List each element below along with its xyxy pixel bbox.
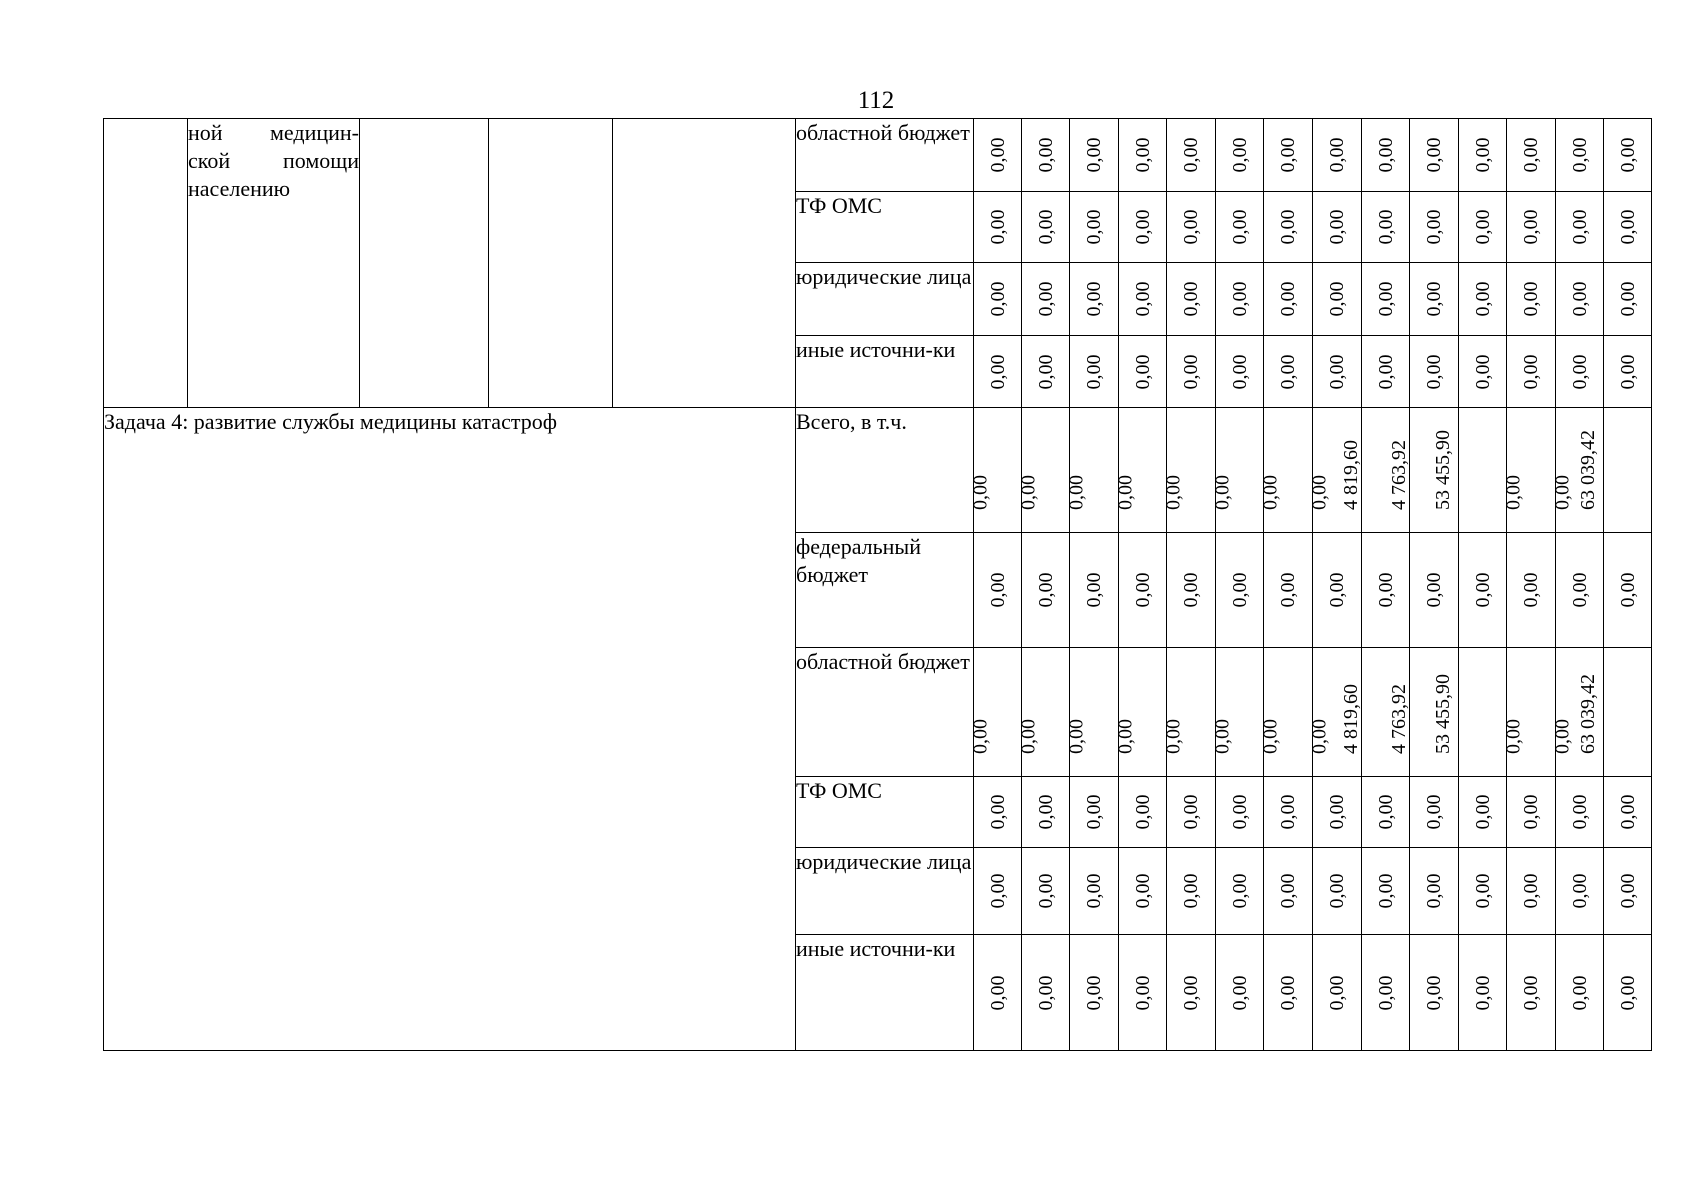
value-cell — [1556, 192, 1604, 263]
value-text: 0,00 — [1277, 137, 1299, 173]
value-cell — [1604, 777, 1652, 848]
value-text: 0,00 — [1259, 719, 1282, 754]
value-cell — [1410, 935, 1459, 1051]
value-text: 0,00 — [1065, 719, 1088, 754]
value-text: 0,00 — [1423, 209, 1445, 245]
value-text: 0,00 — [1114, 475, 1136, 510]
value-cell — [1410, 192, 1459, 263]
value-cell — [1313, 533, 1362, 648]
value-text: 0,00 — [1568, 209, 1591, 245]
value-cell — [1216, 533, 1264, 648]
value-text: 0,00 — [986, 794, 1009, 830]
value-cell — [1216, 263, 1264, 336]
value-text: 0,00 — [1228, 137, 1251, 173]
value-cell — [1022, 935, 1070, 1051]
funding-source-cell: иные источни-ки — [796, 935, 974, 1051]
value-text: 0,00 — [1131, 209, 1154, 245]
value-cell — [974, 192, 1022, 263]
value-text: 53 455,90 — [1431, 430, 1454, 510]
value-cell — [969, 648, 1022, 777]
value-text: 0,00 — [1065, 475, 1088, 510]
value-cell — [1216, 777, 1264, 848]
value-cell — [1459, 263, 1507, 336]
value-cell — [1410, 263, 1459, 336]
value-text: 0,00 — [1211, 475, 1233, 510]
value-text: 4 819,60 — [1339, 684, 1362, 754]
value-text: 0,00 — [1308, 475, 1331, 510]
value-cell — [1119, 263, 1167, 336]
value-text: 0,00 — [1520, 794, 1542, 830]
value-cell — [1022, 533, 1070, 648]
value-text: 0,00 — [1180, 209, 1202, 245]
value-cell — [1313, 848, 1362, 935]
value-cell — [1264, 336, 1313, 408]
value-text: 0,00 — [1568, 137, 1591, 173]
value-cell — [1119, 336, 1167, 408]
value-text: 0,00 — [1423, 873, 1445, 909]
value-cell — [1216, 848, 1264, 935]
value-cell — [1604, 263, 1652, 336]
value-text: 0,00 — [1616, 794, 1639, 830]
value-text: 0,00 — [1180, 281, 1202, 317]
value-text: 0,00 — [1259, 475, 1282, 510]
funding-source-cell: юридические лица — [796, 848, 974, 935]
value-text: 0,00 — [986, 209, 1009, 245]
value-text: 0,00 — [1308, 719, 1331, 754]
value-cell — [1264, 192, 1313, 263]
value-cell — [1264, 935, 1313, 1051]
value-cell — [1362, 848, 1410, 935]
value-text: 0,00 — [1131, 281, 1154, 317]
value-cell — [1459, 848, 1507, 935]
value-text: 0,00 — [1180, 873, 1202, 909]
value-text: 4 819,60 — [1339, 440, 1362, 510]
value-cell — [974, 119, 1022, 192]
value-cell — [1410, 777, 1459, 848]
value-text: 0,00 — [969, 475, 991, 510]
funding-source-cell: Всего, в т.ч. — [796, 408, 974, 533]
task-title-cell: Задача 4: развитие службы медицины катастроф — [104, 408, 796, 1051]
value-text: 0,00 — [1277, 572, 1299, 608]
value-text: 0,00 — [1568, 794, 1591, 830]
value-cell — [1459, 935, 1507, 1051]
value-text: 0,00 — [1131, 975, 1154, 1010]
value-text: 0,00 — [1083, 572, 1105, 608]
value-cell — [1022, 263, 1070, 336]
value-text: 0,00 — [1568, 354, 1591, 389]
value-cell — [1604, 192, 1652, 263]
value-cell — [1065, 408, 1119, 533]
value-text: 4 763,92 — [1388, 684, 1410, 754]
value-cell — [1167, 777, 1216, 848]
value-cell — [1119, 192, 1167, 263]
value-cell — [1556, 336, 1604, 408]
empty-number-cell — [104, 119, 188, 408]
value-text: 0,00 — [1180, 975, 1202, 1010]
value-cell — [1576, 648, 1652, 777]
value-cell — [1114, 648, 1167, 777]
value-cell — [1507, 533, 1556, 648]
value-text: 53 455,90 — [1431, 674, 1454, 754]
value-text: 0,00 — [1423, 354, 1445, 389]
value-cell — [1070, 192, 1119, 263]
value-text: 0,00 — [1471, 873, 1494, 909]
value-cell — [1459, 119, 1507, 192]
value-text: 0,00 — [1211, 719, 1233, 754]
value-cell — [1264, 777, 1313, 848]
value-cell — [974, 263, 1022, 336]
value-cell — [1017, 648, 1070, 777]
value-cell — [974, 935, 1022, 1051]
value-text: 0,00 — [1520, 975, 1542, 1010]
value-text: 0,00 — [969, 719, 991, 754]
budget-table-container — [103, 118, 1652, 1051]
table-row — [104, 119, 1652, 192]
value-text: 0,00 — [1423, 281, 1445, 317]
value-cell — [1022, 192, 1070, 263]
value-cell — [1114, 408, 1167, 533]
value-text: 0,00 — [986, 975, 1009, 1010]
value-cell — [974, 848, 1022, 935]
funding-source-cell: областной бюджет — [796, 648, 974, 777]
value-text: 0,00 — [1180, 354, 1202, 389]
value-cell — [1216, 192, 1264, 263]
value-text: 0,00 — [1471, 975, 1494, 1010]
value-text: 0,00 — [1180, 137, 1202, 173]
value-cell — [1119, 848, 1167, 935]
value-cell — [1022, 848, 1070, 935]
value-text: 0,00 — [1326, 209, 1348, 245]
value-text: 0,00 — [1228, 975, 1251, 1010]
value-text: 0,00 — [1131, 354, 1154, 389]
value-cell — [1264, 848, 1313, 935]
value-text: 0,00 — [1326, 281, 1348, 317]
value-text: 0,00 — [986, 281, 1009, 317]
value-text: 0,00 — [1326, 975, 1348, 1010]
value-cell — [1604, 533, 1652, 648]
value-text: 0,00 — [1083, 794, 1105, 830]
value-text: 0,00 — [1034, 137, 1057, 173]
value-cell — [1022, 336, 1070, 408]
value-text: 0,00 — [1326, 873, 1348, 909]
value-cell — [1264, 533, 1313, 648]
value-cell — [1362, 119, 1410, 192]
value-text: 0,00 — [1374, 794, 1397, 830]
item-name-cell: ной медицин-ской помощи населению — [188, 119, 360, 408]
value-text: 0,00 — [1616, 137, 1639, 173]
value-cell — [1459, 533, 1507, 648]
value-text: 0,00 — [986, 873, 1009, 909]
value-text: 0,00 — [1162, 719, 1185, 754]
value-text: 0,00 — [1471, 281, 1494, 317]
value-cell — [1604, 935, 1652, 1051]
value-cell — [974, 777, 1022, 848]
value-text: 0,00 — [1034, 572, 1057, 608]
value-text: 0,00 — [1131, 873, 1154, 909]
value-cell — [1604, 336, 1652, 408]
value-text: 0,00 — [986, 354, 1009, 389]
empty-cell — [489, 119, 613, 408]
empty-cell — [613, 119, 796, 408]
funding-source-cell: иные источни-ки — [796, 336, 974, 408]
value-cell — [1313, 336, 1362, 408]
value-cell — [1070, 336, 1119, 408]
value-text: 0,00 — [1017, 475, 1039, 510]
value-cell — [1362, 336, 1410, 408]
value-text: 0,00 — [1034, 281, 1057, 317]
value-text: 0,00 — [1034, 354, 1057, 389]
value-text: 0,00 — [1277, 281, 1299, 317]
value-cell — [974, 336, 1022, 408]
value-text: 0,00 — [1131, 137, 1154, 173]
value-text: 0,00 — [986, 137, 1009, 173]
value-text: 63 039,42 — [1576, 674, 1599, 754]
value-cell — [969, 408, 1022, 533]
value-cell — [1507, 336, 1556, 408]
value-cell — [1119, 119, 1167, 192]
funding-source-cell: областной бюджет — [796, 119, 974, 192]
value-text: 63 039,42 — [1576, 430, 1599, 510]
value-cell — [1119, 777, 1167, 848]
value-cell — [1459, 336, 1507, 408]
value-text: 0,00 — [1568, 572, 1591, 608]
value-text: 0,00 — [1228, 794, 1251, 830]
value-text: 0,00 — [1520, 354, 1542, 389]
budget-table-body — [104, 119, 1652, 1051]
value-text: 0,00 — [1551, 475, 1573, 510]
value-text: 0,00 — [1520, 209, 1542, 245]
value-text: 0,00 — [1277, 873, 1299, 909]
value-cell — [1022, 119, 1070, 192]
value-text: 0,00 — [1471, 137, 1494, 173]
funding-source-cell: юридические лица — [796, 263, 974, 336]
value-cell — [1459, 192, 1507, 263]
value-text: 0,00 — [1471, 572, 1494, 608]
value-cell — [1259, 648, 1313, 777]
value-text: 0,00 — [1131, 794, 1154, 830]
value-text: 0,00 — [1228, 354, 1251, 389]
value-cell — [1502, 648, 1556, 777]
page-number: 112 — [857, 87, 895, 114]
value-cell — [1070, 848, 1119, 935]
value-cell — [1313, 777, 1362, 848]
value-cell — [1556, 263, 1604, 336]
value-text: 0,00 — [1228, 572, 1251, 608]
value-text: 0,00 — [1326, 137, 1348, 173]
value-text: 0,00 — [1423, 794, 1445, 830]
value-cell — [1556, 533, 1604, 648]
value-text: 0,00 — [1616, 281, 1639, 317]
value-text: 0,00 — [1616, 873, 1639, 909]
value-text: 0,00 — [1616, 975, 1639, 1010]
value-text: 0,00 — [1017, 719, 1039, 754]
value-text: 0,00 — [1083, 975, 1105, 1010]
value-cell — [1410, 848, 1459, 935]
value-text: 0,00 — [1114, 719, 1136, 754]
value-text: 0,00 — [1228, 209, 1251, 245]
value-text: 0,00 — [1034, 209, 1057, 245]
value-text: 0,00 — [1616, 572, 1639, 608]
value-cell — [1410, 336, 1459, 408]
value-cell — [1556, 848, 1604, 935]
value-text: 0,00 — [1374, 572, 1397, 608]
value-text: 0,00 — [1083, 137, 1105, 173]
value-cell — [1017, 408, 1070, 533]
value-cell — [1556, 935, 1604, 1051]
funding-source-cell: ТФ ОМС — [796, 192, 974, 263]
value-text: 0,00 — [1520, 281, 1542, 317]
value-cell — [1507, 935, 1556, 1051]
value-cell — [1410, 533, 1459, 648]
value-cell — [1167, 192, 1216, 263]
value-text: 0,00 — [1471, 794, 1494, 830]
value-text: 0,00 — [1374, 975, 1397, 1010]
value-cell — [1167, 848, 1216, 935]
value-cell — [1167, 935, 1216, 1051]
value-cell — [1556, 119, 1604, 192]
value-cell — [1070, 533, 1119, 648]
value-cell — [1070, 263, 1119, 336]
value-text: 0,00 — [1374, 209, 1397, 245]
value-text: 0,00 — [1423, 137, 1445, 173]
value-cell — [1410, 119, 1459, 192]
value-text: 0,00 — [1034, 873, 1057, 909]
value-text: 0,00 — [1326, 572, 1348, 608]
value-text: 0,00 — [1277, 975, 1299, 1010]
empty-cell — [360, 119, 489, 408]
value-cell — [1065, 648, 1119, 777]
value-cell — [1264, 263, 1313, 336]
value-cell — [1162, 408, 1216, 533]
value-text: 0,00 — [1083, 354, 1105, 389]
value-cell — [1604, 119, 1652, 192]
value-cell — [1211, 648, 1264, 777]
value-text: 4 763,92 — [1388, 440, 1410, 510]
value-text: 0,00 — [1374, 137, 1397, 173]
value-cell — [1167, 263, 1216, 336]
value-text: 0,00 — [1131, 572, 1154, 608]
value-text: 0,00 — [1180, 794, 1202, 830]
value-text: 0,00 — [1034, 794, 1057, 830]
value-text: 0,00 — [1083, 281, 1105, 317]
value-text: 0,00 — [1616, 209, 1639, 245]
value-text: 0,00 — [1616, 354, 1639, 389]
value-cell — [1167, 336, 1216, 408]
value-text: 0,00 — [1423, 975, 1445, 1010]
value-text: 0,00 — [1034, 975, 1057, 1010]
value-text: 0,00 — [1374, 281, 1397, 317]
value-text: 0,00 — [1083, 209, 1105, 245]
value-cell — [1259, 408, 1313, 533]
value-text: 0,00 — [1471, 209, 1494, 245]
funding-source-cell: ТФ ОМС — [796, 777, 974, 848]
value-text: 0,00 — [1162, 475, 1185, 510]
funding-source-cell: федеральный бюджет — [796, 533, 974, 648]
value-text: 0,00 — [1502, 475, 1525, 510]
value-cell — [1362, 263, 1410, 336]
value-cell — [1119, 533, 1167, 648]
value-cell — [1167, 119, 1216, 192]
value-text: 0,00 — [1180, 572, 1202, 608]
value-text: 0,00 — [1277, 794, 1299, 830]
value-text: 0,00 — [1502, 719, 1525, 754]
value-cell — [1362, 935, 1410, 1051]
value-cell — [1162, 648, 1216, 777]
value-cell — [1070, 935, 1119, 1051]
value-cell — [1431, 648, 1507, 777]
value-text: 0,00 — [1374, 354, 1397, 389]
value-cell — [1264, 119, 1313, 192]
value-text: 0,00 — [1471, 354, 1494, 389]
value-cell — [1431, 408, 1507, 533]
budget-table — [103, 118, 1652, 1051]
value-cell — [1167, 533, 1216, 648]
value-text: 0,00 — [1520, 137, 1542, 173]
value-text: 0,00 — [1228, 281, 1251, 317]
value-cell — [1216, 935, 1264, 1051]
value-text: 0,00 — [1326, 354, 1348, 389]
value-text: 0,00 — [1520, 873, 1542, 909]
value-cell — [974, 533, 1022, 648]
value-text: 0,00 — [1277, 209, 1299, 245]
value-cell — [1507, 848, 1556, 935]
value-text: 0,00 — [1277, 354, 1299, 389]
value-cell — [1507, 192, 1556, 263]
value-cell — [1502, 408, 1556, 533]
value-cell — [1459, 777, 1507, 848]
value-text: 0,00 — [1568, 873, 1591, 909]
value-cell — [1022, 777, 1070, 848]
value-cell — [1507, 777, 1556, 848]
value-text: 0,00 — [1228, 873, 1251, 909]
value-text: 0,00 — [1326, 794, 1348, 830]
value-cell — [1211, 408, 1264, 533]
value-cell — [1556, 777, 1604, 848]
value-cell — [1576, 408, 1652, 533]
value-cell — [1362, 533, 1410, 648]
value-cell — [1313, 192, 1362, 263]
value-cell — [1070, 119, 1119, 192]
value-text: 0,00 — [1568, 975, 1591, 1010]
value-text: 0,00 — [986, 572, 1009, 608]
value-cell — [1216, 336, 1264, 408]
value-cell — [1507, 263, 1556, 336]
value-cell — [1216, 119, 1264, 192]
value-text: 0,00 — [1423, 572, 1445, 608]
value-text: 0,00 — [1374, 873, 1397, 909]
value-cell — [1070, 777, 1119, 848]
value-cell — [1119, 935, 1167, 1051]
value-cell — [1313, 263, 1362, 336]
value-text: 0,00 — [1520, 572, 1542, 608]
value-text: 0,00 — [1568, 281, 1591, 317]
table-row — [104, 408, 1652, 533]
value-cell — [1313, 935, 1362, 1051]
value-text: 0,00 — [1551, 719, 1573, 754]
value-cell — [1313, 119, 1362, 192]
value-text: 0,00 — [1083, 873, 1105, 909]
value-cell — [1362, 192, 1410, 263]
value-cell — [1507, 119, 1556, 192]
value-cell — [1362, 777, 1410, 848]
value-cell — [1604, 848, 1652, 935]
